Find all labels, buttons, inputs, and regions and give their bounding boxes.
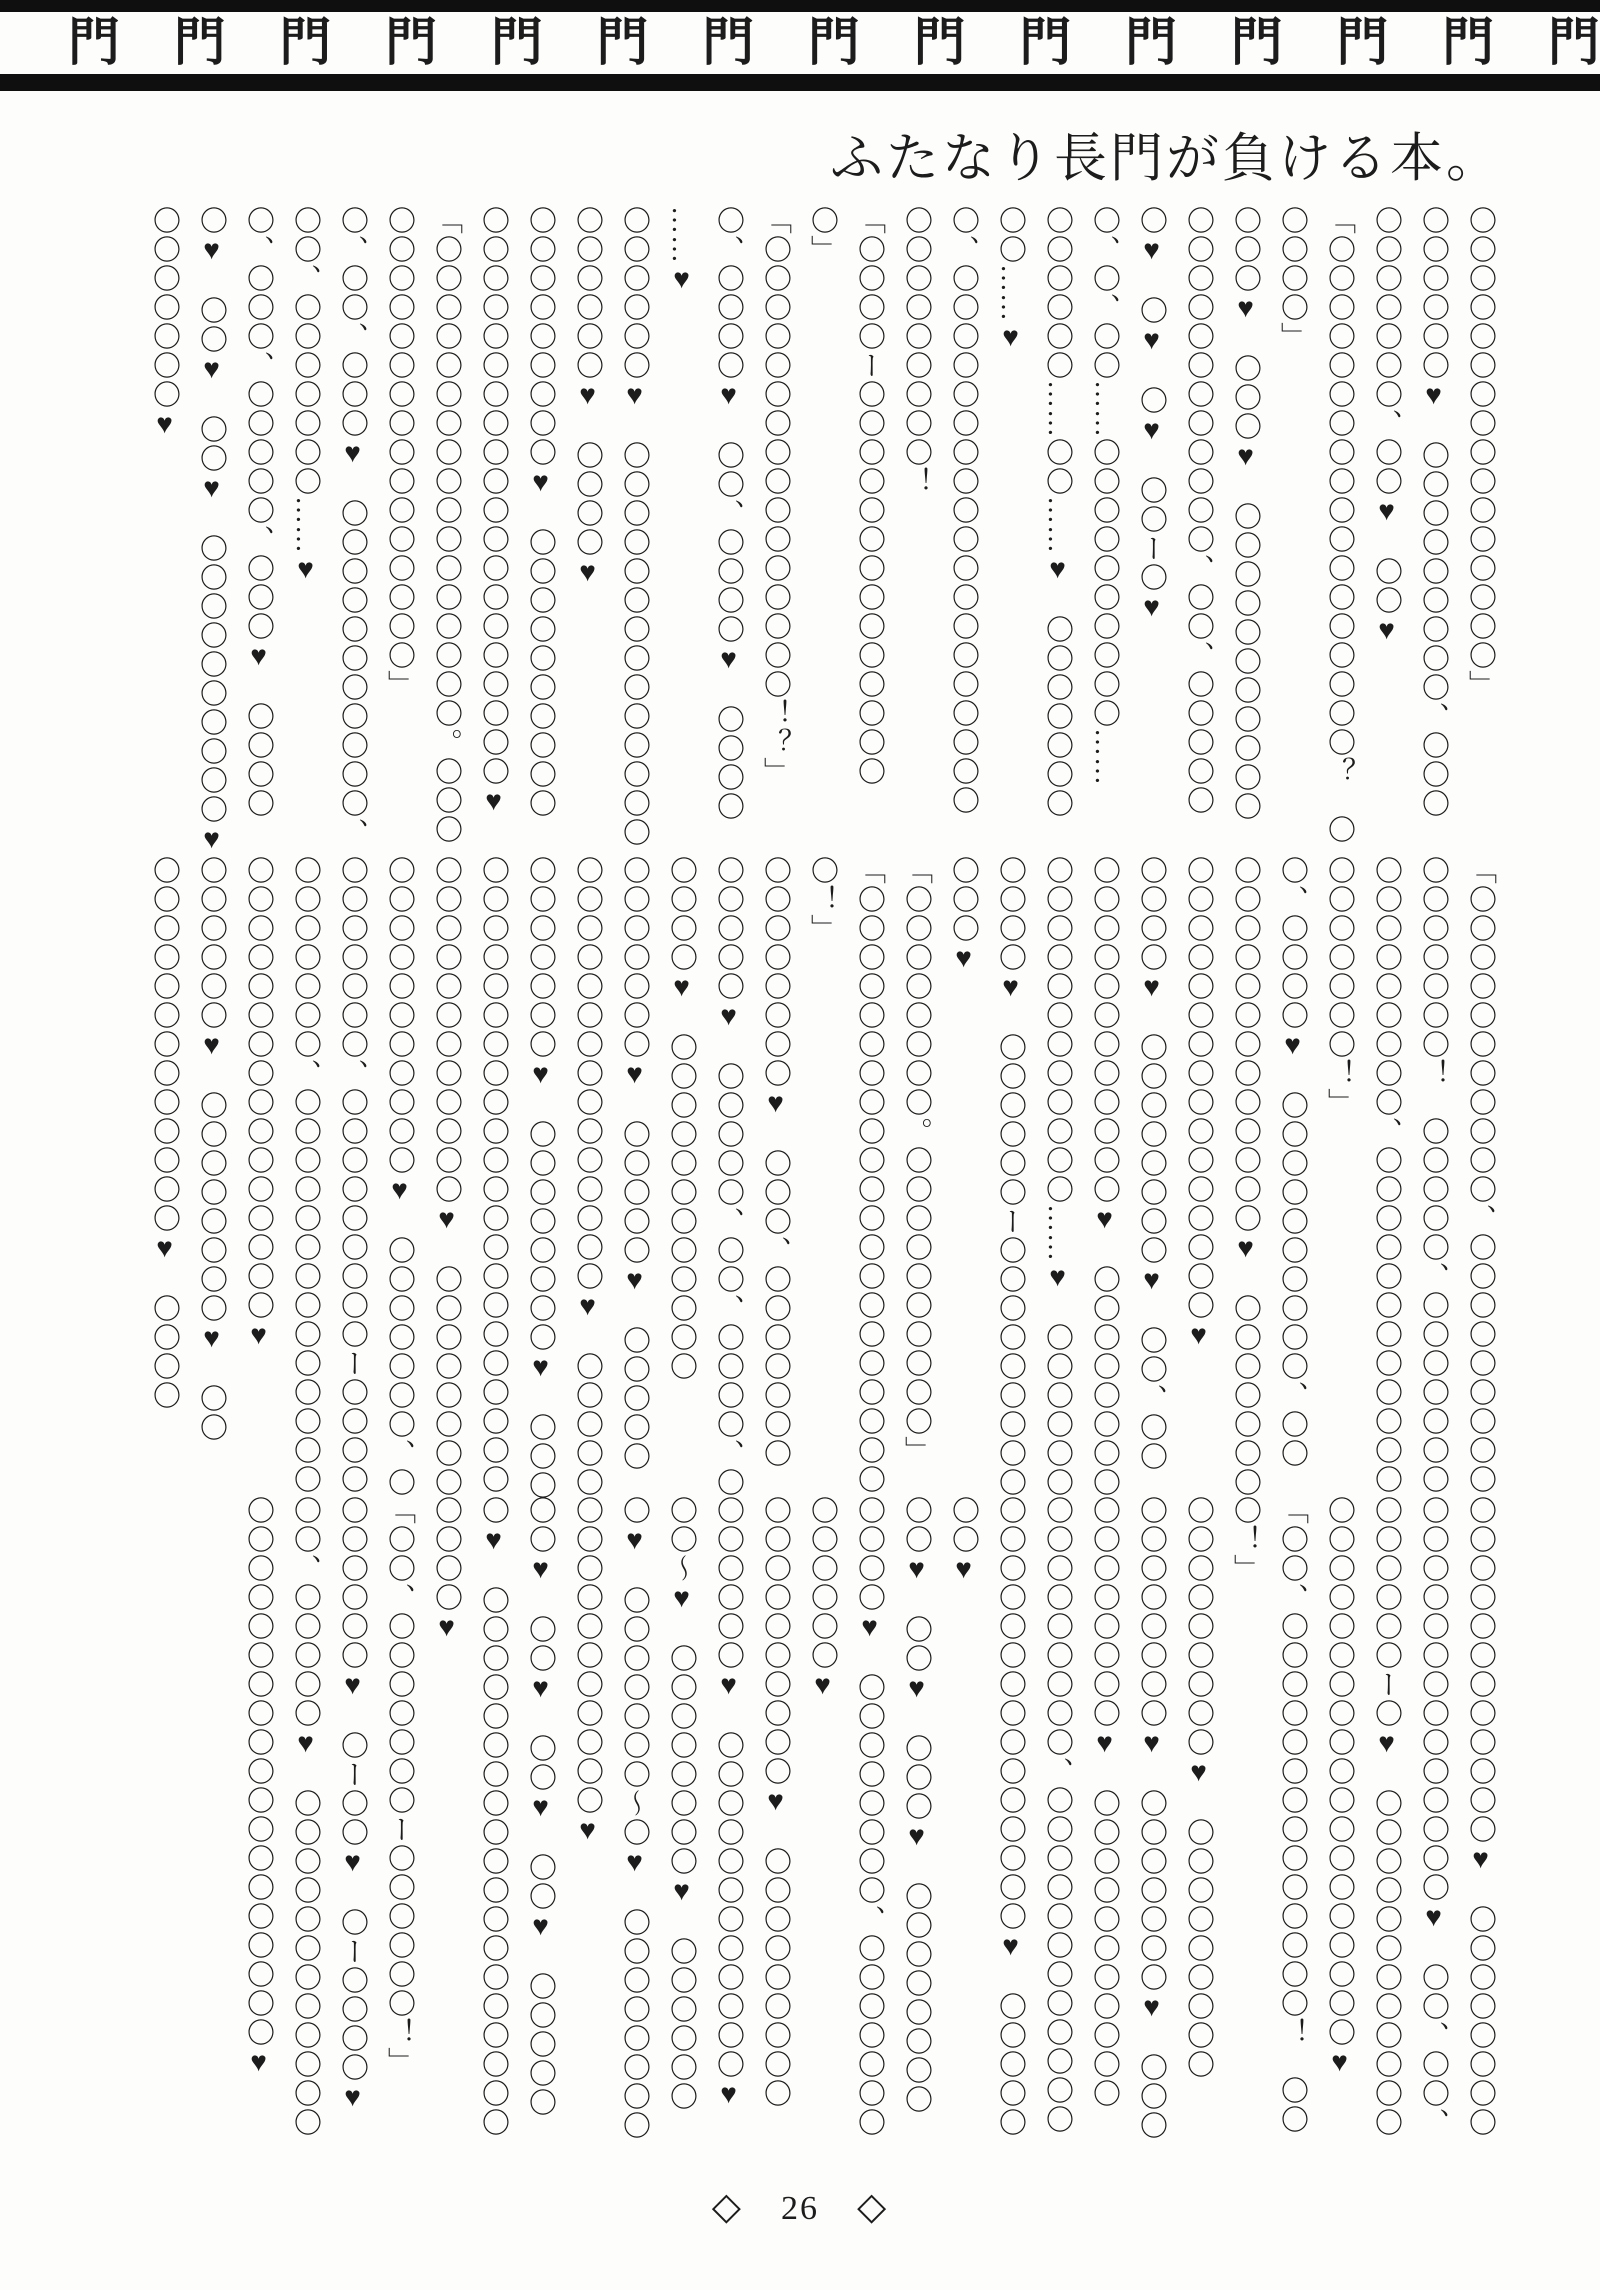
text-column-redacted: 〇〇〇〇〇〇〇〇〇〇〇〇〇〇〇〇〇〇〇♥: [243, 1496, 274, 2079]
page-title: ふたなり長門が負ける本。: [830, 130, 1502, 188]
text-column-redacted: 「〇〇〇〇〇〇〇〇〇〇〇〇〇〇〇〇〇〇〇〇〇: [854, 856, 885, 1494]
text-column-redacted: 〇、〇〇、〇〇〇♥ 〇〇〇〇〇〇〇〇〇〇〇、: [337, 206, 368, 847]
text-column-redacted: 〇〇〇〇〇〇〇〇〇〇〇〇♥ 〇〇〇〇〇〇〇〇: [431, 856, 462, 1497]
text-column-redacted: 〇〇〇〇〇〇〇〇〇、〇〇〇〇〇〇〇〇〇〇〇〇: [1042, 1496, 1073, 2134]
gate-glyph: 門: [68, 15, 121, 72]
text-column-redacted: 〇〇〇〇〇〇〇〇〇、〇〇〇〇〇〇〇〇〇〇〇〇: [1371, 856, 1402, 1494]
text-column-redacted: 〇〇〇〇〇〇〇♥ 〇〇〇〇〇♥ 〇〇〇〇〇: [619, 856, 650, 1471]
page-number: 26: [781, 2189, 819, 2227]
text-column-redacted: 〇、〇〇〇〇♥ 〇〇〇〇〇〇〇〇〇〇、〇〇: [1277, 856, 1308, 1468]
text-column-redacted: 〇〇〇〇〇〇〇、〇〇♥ 〇〇♥: [1371, 206, 1402, 647]
text-column-redacted: 「〇〇〇〇〇〇〇〇〇〇〇〇〇〇〇〇！？」: [760, 206, 791, 786]
gate-row: [0, 10, 1600, 74]
text-column-redacted: 〇〇〇〇〇〇〇〇♥ 〇〇〇〇〇〇〇〇〇〇〇: [1089, 1496, 1120, 2108]
text-column-redacted: 〇〇〇♥: [948, 856, 979, 975]
text-column-redacted: 〇〇〇〇♥: [431, 1496, 462, 1644]
text-column-redacted: 〇〇〇〇〇〇〇〇♥ 〇〇〇、〇〇〇〇〇〇〇: [760, 856, 791, 1468]
text-column-redacted: 〇〇♥ 〇〇♥ 〇〇♥ 〇〇♥ 〇〇〇〇〇: [525, 1496, 556, 2117]
right-diamond-icon: ◇: [857, 2186, 889, 2228]
gate-glyph: 門: [1547, 15, 1600, 72]
text-column-redacted: 〇〇〇〇〇〇♥: [807, 1496, 838, 1702]
text-column-redacted: 〇〇〇〇〇〇〇〇〇〇〇〇〇〇〇〇♥: [1183, 856, 1214, 1352]
text-column-redacted: 「〇〇〇〇〇〇〇〇〇〇〇〇〇〇〇〇〇〇？ 〇: [1324, 206, 1355, 844]
text-column-redacted: 〇、〇、〇〇……〇〇〇〇〇〇〇〇〇〇……: [1089, 206, 1120, 786]
text-column-redacted: 〇〇〇〇〇〇〇〇〇〇〇〇♥ 〇〇〇〇〇〇〇〇: [1089, 856, 1120, 1497]
text-column-redacted: 〇〇〇〇♥ 〇〇〇〇〇〇ー〇〇〇〇〇〇〇〇〇: [995, 856, 1026, 1497]
text-column-redacted: 〇〇♥: [948, 1496, 979, 1586]
text-column-redacted: 〇〇、〇〇〇〇〇〇〇……♥: [290, 206, 321, 586]
gate-glyph: 門: [279, 15, 332, 72]
gate-glyph: 門: [913, 15, 966, 72]
text-column-redacted: 〇♥ 〇♥ 〇♥ 〇〇ー〇♥: [1136, 206, 1167, 624]
text-column-redacted: 〇〇〇〇♥ 〇〇〇〇〇〇〇〇、〇〇〇〇〇〇〇: [854, 1496, 885, 2137]
text-column-redacted: 〇、〇〇〇、〇〇〇〇〇、〇〇〇♥ 〇〇〇〇: [243, 206, 274, 818]
text-block-2: [141, 856, 1504, 1500]
text-column-redacted: 〇〇〇〇〇〇〇〇〇〇〇〇〇〇〇〇♥: [243, 856, 274, 1352]
gate-glyph: 門: [1019, 15, 1072, 72]
text-column-redacted: 〇〇〇〇〇〇〇〇〇♥ 〇〇〇〇〇〇〇〇〇: [1183, 1496, 1214, 2079]
text-column-redacted: 「〇〇〇〇〇〇〇〇。〇〇〇〇〇〇〇〇〇〇」: [901, 856, 932, 1465]
gate-glyph: 門: [173, 15, 226, 72]
text-column-redacted: 〇〇〇〇〇〇〇〇〇〇〇〇〇〇〇♥ 〇〇〇〇〇: [572, 856, 603, 1497]
text-column-redacted: 〇〇〇〇〇〇〇〇〇〇〇〇〇〇〇〇〇〇〇♥: [1324, 1496, 1355, 2079]
gate-glyph: 門: [490, 15, 543, 72]
text-column-redacted: 〇〇〇〇〇〇〇〇♥ 〇〇〇〇〇〇〇♥ 〇〇〇: [1136, 1496, 1167, 2140]
text-column-redacted: 〇〇〇〇〇〇♥ 〇〇〇〇〇〇〇〇〇〇〇〇♥: [713, 1496, 744, 2111]
text-block-3: [235, 1496, 1504, 2152]
text-column-redacted: 〇〇〇〇〇〇ー〇♥ 〇〇〇〇〇〇〇〇〇〇〇〇: [1371, 1496, 1402, 2137]
text-column-redacted: 〇〇〇〇〇〇〇〇〇〇〇〇〇〇〇♥ 〇〇〇〇〇: [995, 1496, 1026, 2137]
gate-glyph: 門: [385, 15, 438, 72]
gate-glyph: 門: [807, 15, 860, 72]
text-column-redacted: 〇〇〇〇〇〇〇♥: [149, 206, 180, 441]
text-column-redacted: 「〇〇、〇〇〇〇〇〇〇〇〇〇〇〇〇〇！ 〇〇: [1277, 1496, 1308, 2134]
gate-glyph: 門: [1125, 15, 1178, 72]
text-column-redacted: 〇〇〇〇〇〇〇〇〇〇〇〇〇♥ 〇〇〇〇: [149, 856, 180, 1410]
text-column-redacted: 〇〇〇〇〇〇♥ 〇〇〇〇〇〇〇〇〇〇〇〇〇〇: [619, 206, 650, 847]
text-column-redacted: 〇♥ 〇〇♥ 〇〇♥ 〇〇〇〇〇〇〇〇〇〇♥: [196, 206, 227, 856]
text-column-redacted: 〇〇〇〇〇〇〇〇〇〇〇〇〇〇〇〇」: [1465, 206, 1496, 699]
text-column-redacted: 〇〇〇〇♥ 〇〇〇〇〇〇〇〇♥ 〇〇、〇〇: [1136, 856, 1167, 1471]
text-column-redacted: 〇〇〇〇〇〇〇〇〇〇〇♥ 〇〇〇〇〇〇〇、〇: [384, 856, 415, 1497]
text-column-redacted: 「〇〇、〇〇〇〇〇〇〇ー〇〇〇〇〇〇！」: [384, 1496, 415, 2076]
text-column-redacted: 〇〇〇〇〇〇〇♥ 〇〇〇〇〇〇〇〇♥ 〇〇〇: [525, 856, 556, 1500]
text-column-redacted: 〇〇〇〇〇〇〇、〇〇〇〇〇〇〇〇〇〇〇〇〇〇: [290, 856, 321, 1494]
text-column-redacted: 〇〇〇♥ 〇〇〇♥ 〇〇〇〇〇〇〇〇〇〇〇: [1230, 206, 1261, 821]
gate-glyph: 門: [1442, 15, 1495, 72]
text-column-redacted: 〇〇〇〇〇〇〇〇〇〇〇〇〇〇〇〇〇〇〇〇♥: [478, 206, 509, 818]
text-column-redacted: 〇〇〇〇♥ 〇〇〇〇〇〇〇〇〇〇〇〇: [666, 856, 697, 1381]
text-column-redacted: 〇〇〇〇〇〇〇、〇〇〇〇〇〇〇〇〇ー〇〇〇〇: [337, 856, 368, 1494]
text-column-redacted: 〇〇〜♥ 〇〇〇〇〇〇〇〇♥ 〇〇〇〇〇〇: [666, 1496, 697, 2111]
text-column-redacted: 〇〇〇〇〇〇……〇〇……♥ 〇〇〇〇〇〇〇: [1042, 206, 1073, 818]
text-column-redacted: 〇〇〇〇〇〇〇〇〇〇♥ 〇〇〇〇〇〇〇〇〇: [760, 1496, 791, 2108]
text-column-redacted: 〇！」: [1230, 1496, 1261, 1583]
text-column-redacted: 〇〇〇〇〇〇〇〇〇〇〇〇……♥ 〇〇〇〇〇〇: [1042, 856, 1073, 1497]
text-column-redacted: 「〇〇〇〇ー〇〇〇〇〇〇〇〇〇〇〇〇〇〇: [854, 206, 885, 786]
text-column-redacted: 〇〇〇〇〇〇〇〇〇〇〇〇〇〇〇〇〇〇〇〇〇〇: [478, 856, 509, 1494]
text-column-redacted: 〇〇〇〇〇〇〇〇〇〇〇♥: [572, 1496, 603, 1847]
text-column-redacted: 〇〇〇〇〇〇〇！ 〇〇〇〇〇、〇〇〇〇〇〇〇: [1418, 856, 1449, 1494]
text-column-redacted: 〇〇♥ 〇〇♥ 〇〇〇♥ 〇〇〇〇〇〇〇〇: [901, 1496, 932, 2114]
text-block-1: [141, 206, 1504, 856]
text-column-redacted: 〇〇〇〇〇〇〇！」: [1324, 856, 1355, 1117]
gate-glyph: 門: [1230, 15, 1283, 72]
text-column-redacted: 〇！」: [807, 856, 838, 943]
text-column-redacted: 〇〇〇〇〇〇〇〇〇〇〇〇〇〇♥ 〇〇、〇〇、: [1418, 1496, 1449, 2137]
text-column-redacted: 〇♥ 〇〇〇〇〇〇〇〜〇♥ 〇〇〇〇〇〇〇〇: [619, 1496, 650, 2140]
text-column-redacted: 〇〇〇〇〇〇〇〇〇♥ 〇〇〇〇〇〇〇〇〇〇: [525, 206, 556, 818]
gate-glyph: 門: [702, 15, 755, 72]
text-column-redacted: 〇〇〇〇〇〇〇〇〇〇〇〇〇〇〇〇」: [384, 206, 415, 699]
text-column-redacted: 「〇〇〇〇〇〇〇〇〇〇〇、〇〇〇〇〇〇〇〇〇: [1465, 856, 1496, 1494]
text-column-redacted: 〇〇〇〇〇〇〇〇〇〇〇〇〇♥ 〇〇〇〇〇〇〇: [1230, 856, 1261, 1497]
text-column-redacted: 〇〇〇〇〇〇♥ 〇〇〇〇〇〇〇〇♥ 〇〇: [196, 856, 227, 1442]
text-column-redacted: ……♥: [666, 206, 697, 296]
text-column-redacted: 〇〇、〇〇〇〇〇♥ 〇〇〇〇〇〇〇〇〇〇〇〇: [290, 1496, 321, 2137]
text-column-redacted: 〇〇〇〇〇〇〇〇〇〇〇〇♥ 〇〇〇〇〇〇〇〇: [1465, 1496, 1496, 2137]
text-column-redacted: 〇〇〇〇〇〇〇〇〇〇〇〇、〇〇、〇〇〇〇〇: [1183, 206, 1214, 815]
text-column-redacted: 「〇〇〇〇〇〇〇〇〇〇〇〇〇〇〇〇〇。〇〇〇: [431, 206, 462, 844]
text-column-redacted: 〇〇〇〇〇〇♥ 〇ー〇〇♥ 〇ー〇〇〇〇♥: [337, 1496, 368, 2114]
text-column-redacted: 〇」: [807, 206, 838, 264]
text-column-redacted: 〇〇〇〇〇〇〇〇〇！: [901, 206, 932, 496]
text-column-redacted: 〇〇〇〇〇♥ 〇〇〇〇〇、〇〇、〇〇〇〇、〇: [713, 856, 744, 1497]
text-column-redacted: 〇、〇〇〇〇〇〇〇〇〇〇〇〇〇〇〇〇〇〇〇: [948, 206, 979, 815]
text-column-redacted: 〇〇……♥: [995, 206, 1026, 354]
text-column-redacted: 〇、〇〇〇〇♥ 〇〇、〇〇〇〇♥ 〇〇〇〇: [713, 206, 744, 821]
left-diamond-icon: ◇: [711, 2186, 743, 2228]
gate-glyph: 門: [1336, 15, 1389, 72]
header-black-bar: [0, 74, 1600, 91]
text-column-redacted: 〇〇〇〇〇〇♥ 〇〇〇〇〇〇〇〇〇、〇〇〇: [1418, 206, 1449, 818]
text-column-redacted: 〇〇〇〇」: [1277, 206, 1308, 351]
gate-glyph: 門: [596, 15, 649, 72]
text-column-redacted: 〇♥ 〇〇〇〇〇〇〇〇〇〇〇〇〇〇〇〇〇〇〇: [478, 1496, 509, 2137]
page-footer: [0, 2186, 1600, 2231]
text-column-redacted: 〇〇〇〇〇〇♥ 〇〇〇〇♥: [572, 206, 603, 589]
